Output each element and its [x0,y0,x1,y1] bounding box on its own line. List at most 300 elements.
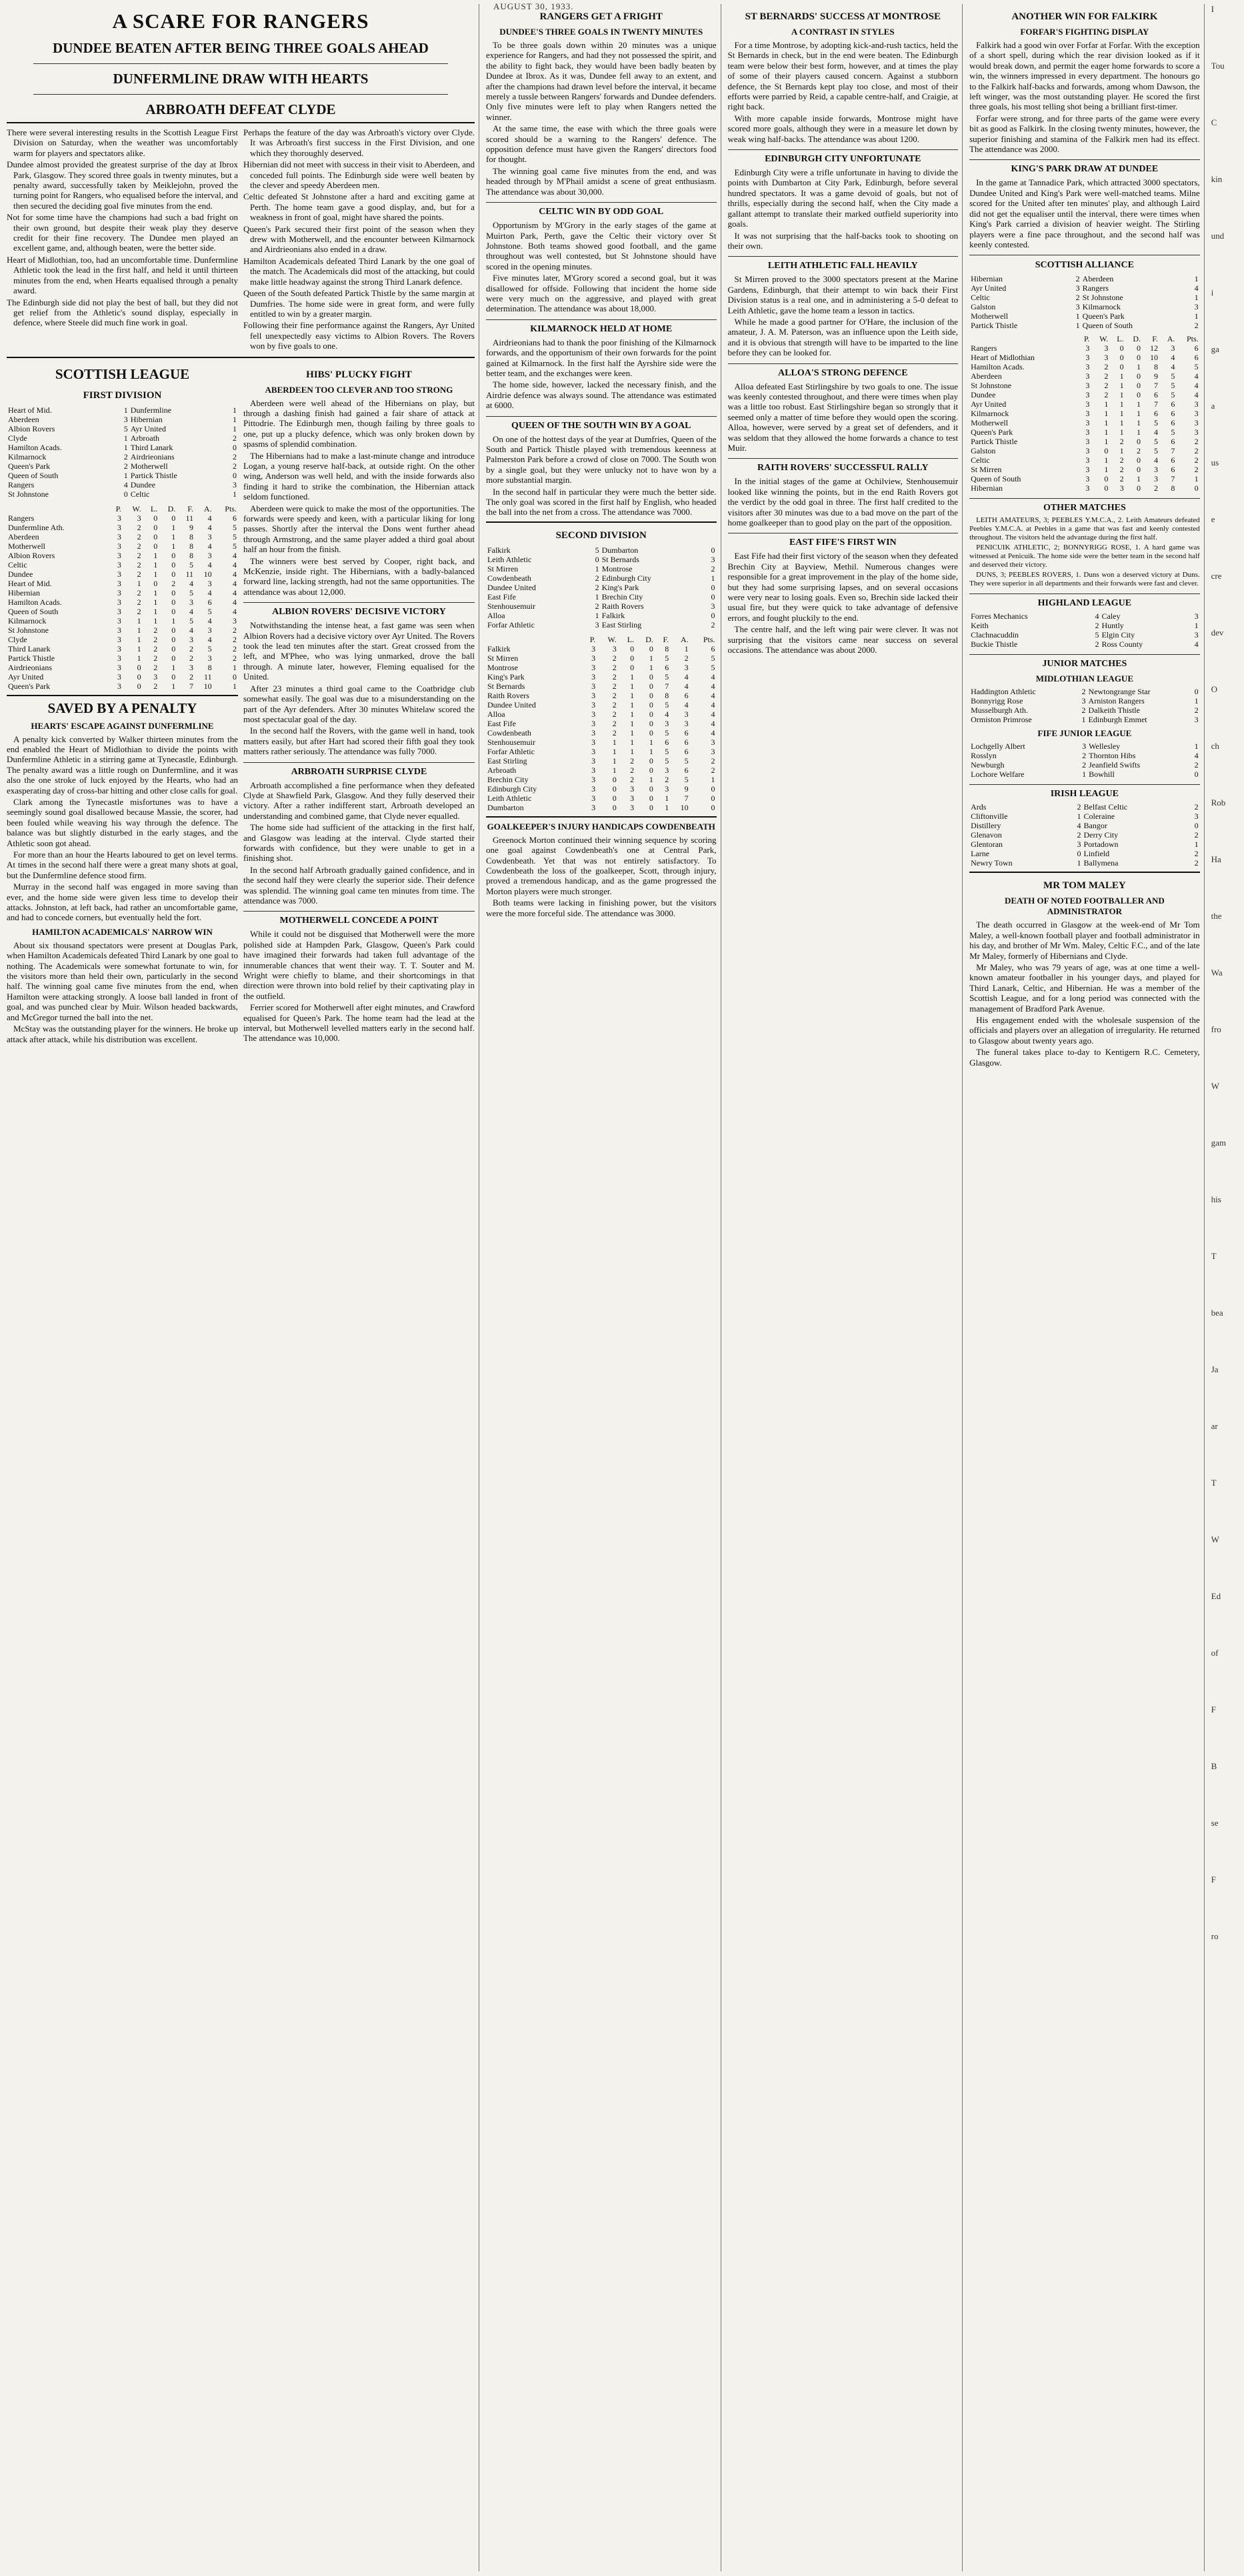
table-cell: 3 [117,550,121,560]
article-paragraph: Edinburgh City were a trifle unfortunate in having to divide the points with Dumbarton at City Park, Edinburgh, before several hundred spectators. It was a game devoid of goals, but not of thrills, especially during the second half, when the City made a gallant attempt to translate their marked outfield superiority into goals. [727,167,959,229]
table-cell: 3 [207,625,212,635]
table-row [7,532,238,541]
result-cell: Motherwell [130,461,168,471]
article-paragraph: Airdrieonians had to thank the poor finishing of the Kilmarnock forwards, and the opportunism of their own forwards for the point gained at Kilmarnock. In the first half the Ayrshire side were the better team, and the exchanges were keen. [485,337,717,378]
result-row [969,858,1200,868]
table-cell: 12 [1149,343,1158,353]
table-cell: 3 [591,672,596,682]
result-cell: 3 [1194,715,1199,725]
table-cell: 3 [591,746,596,756]
table-cell: 5 [684,756,689,766]
table-cell: 1 [171,615,176,625]
result-cell: Ayr United [130,423,166,433]
junior-matches-heading: JUNIOR MATCHES [969,654,1200,670]
table-cell: 1 [1119,390,1124,400]
result-row [7,471,238,480]
table-cell: 1 [612,746,617,756]
table-cell: 2 [1119,474,1124,484]
result-cell: St Johnstone [8,489,49,499]
table-cell: 4 [1153,427,1158,437]
table-cell: 7 [1171,446,1175,456]
result-cell: Newry Town [971,858,1013,868]
table-cell: 5 [1153,418,1158,428]
result-cell: Coleraine [1083,812,1115,822]
result-row [486,573,717,583]
result-cell: 2 [1194,802,1199,812]
article-paragraph: The death occurred in Glasgow at the week-end of Mr Tom Maley, a well-known football player and football administrator in his day, and brother of Mr Wm. Maley, Celtic F.C., and of the late Mr Maley, formerly of Hibernians and Clyde. [969,920,1200,961]
table-cell: 3 [1104,353,1109,363]
result-cell: 4 [1194,751,1199,761]
table-cell: 1 [1104,437,1109,447]
table-cell: 7 [1153,399,1158,409]
result-cell: 1 [1194,274,1199,284]
table-cell: Heart of Midlothian [971,353,1035,363]
result-cell: 4 [123,479,128,489]
result-cell: 3 [232,479,237,489]
table-cell: 3 [1194,409,1199,419]
table-cell: 1 [1137,418,1141,428]
table-cell: 4 [207,513,212,523]
article-paragraph: The winning goal came five minutes from the end, and was headed through by M'Phail amidst a scene of great enthusiasm. The attendance was about 30,000. [485,165,717,197]
table-cell: 2 [1194,455,1199,465]
table-header-cell [969,334,1077,343]
result-cell: 0 [711,591,715,601]
table-cell: 1 [1119,418,1124,428]
result-cell: 1 [232,414,237,424]
table-cell: 3 [207,531,212,541]
result-cell: 1 [123,433,128,443]
article-paragraph: East Fife had their first victory of the season when they defeated Brechin City at Bayview, Methil. Numerous changes were responsible for a great improvement in the play of the home side, but they had some surprising lapses, and on several occasions were very near to losing goals. Even so, Brechin side lacked their usual fire, but they were quick to take advantage of defensive errors, and fought pluckily to the end. [727,551,959,623]
table-header-cell: D. [167,503,176,513]
rangers-subheadline: DUNDEE'S THREE GOALS IN TWENTY MINUTES [499,27,703,37]
table-cell: Alloa [487,709,505,719]
table-cell: 5 [711,662,715,672]
table-cell: Queen's Park [8,681,51,691]
result-row [486,583,717,592]
clipped-text-fragment: cre [1211,571,1222,581]
goalkeeper-headline: GOALKEEPER'S INJURY HANDICAPS COWDENBEATH [487,821,715,832]
table-row [969,353,1200,362]
result-cell: Celtic [130,489,150,499]
result-cell: Clyde [8,433,27,443]
table-cell: 1 [649,737,653,747]
table-cell: 11 [185,569,194,579]
table-cell: 5 [232,541,237,551]
article-paragraph: St Mirren proved to the 3000 spectators present at the Marine Gardens, Edinburgh, that their attempt to win back their First Division status is a real one, and in administering a 5-0 defeat to Leith Athletic, gave the home team a lesson in tactics. [727,274,959,315]
table-cell: 3 [591,700,596,710]
table-header-cell: D. [1133,334,1141,344]
irish-results [969,802,1200,868]
table-cell: Cowdenbeath [487,728,531,738]
result-cell: 2 [1075,274,1080,284]
table-cell: 1 [171,531,176,541]
table-cell: 1 [232,681,237,691]
table-cell: 0 [649,756,653,766]
table-cell: 3 [189,634,194,644]
result-row [486,620,717,629]
table-cell: 2 [1104,371,1109,381]
result-cell: 0 [232,470,237,480]
table-cell: 4 [207,522,212,532]
table-row [7,569,238,579]
result-cell: 2 [1095,621,1099,631]
table-cell: 0 [171,625,176,635]
table-cell: Clyde [8,634,27,644]
result-cell: Derry City [1083,830,1119,840]
table-cell: 1 [630,728,635,738]
table-cell: 4 [711,728,715,738]
table-cell: 0 [171,559,176,569]
result-cell: Edinburgh City [601,573,651,583]
article-paragraph: To be three goals down within 20 minutes was a unique experience for Rangers, and had they not possessed the spirit, and the ability to fight back, they would have been badly beaten by Dundee at Ibrox. As it was, Dundee fell away to an extent, and after the champions had drawn level before the interval, it became merely a tussle between Rangers' forwards and Dundee defenders. Only five minutes were left to play when Rangers netted the winner. [485,40,717,122]
table-header-cell: A. [680,634,689,644]
table-cell: Heart of Mid. [8,578,52,588]
column-2 [243,362,475,1046]
result-cell: 2 [1082,760,1087,770]
result-cell: East Stirling [601,619,642,629]
table-cell: 4 [207,587,212,597]
midlothian-results [969,687,1200,724]
table-cell: 0 [612,793,617,803]
result-cell: 4 [1095,611,1099,621]
result-row [486,601,717,611]
table-cell: 6 [684,746,689,756]
article-paragraph: The winners were best served by Cooper, right back, and McKenzie, inside right. The Hibernians, with a badly-balanced forward line, lacking strength, had not the same opportunities. The attendance was about 12,000. [243,555,475,597]
table-cell: 8 [189,541,194,551]
table-cell: 1 [630,690,635,700]
result-cell: 1 [1194,696,1199,706]
table-cell: 2 [137,541,141,551]
table-cell: 3 [1085,390,1090,400]
result-cell: 1 [595,563,599,573]
table-cell: 1 [1137,427,1141,437]
table-cell: St Johnstone [971,381,1012,391]
result-cell: Lochgelly Albert [971,742,1025,752]
table-header-cell: Pts. [1186,334,1199,344]
result-cell: Montrose [601,563,633,573]
hamilton-headline: HAMILTON ACADEMICALS' NARROW WIN [32,926,213,937]
table-cell: 1 [1137,474,1141,484]
article-paragraph: After 23 minutes a third goal came to the Coatbridge club somewhat easily. The goal was due to a misunderstanding on the part of the Ayr defenders. After 30 minutes Whitelaw scored the most spectacular goal of the day. [243,683,475,724]
table-cell: 1 [630,718,635,728]
table-cell: Stenhousemuir [487,737,535,747]
result-cell: 2 [1095,639,1099,650]
result-row [7,415,238,424]
table-cell: Partick Thistle [8,653,55,663]
table-cell: 2 [711,765,715,775]
result-row [486,592,717,601]
maley-headline: MR TOM MALEY [1043,880,1126,892]
table-cell: 3 [232,615,237,625]
rangers-headline: RANGERS GET A FRIGHT [539,11,663,22]
table-cell: 4 [232,578,237,588]
intro-paragraph: Queen of the South defeated Partick Thistle by the same margin at Dumfries. The home side were in great form, and were fully entitled to win by a greater margin. [243,288,475,319]
intro-paragraph: Hibernian did not meet with success in their visit to Aberdeen, and conceded full points. The Edinburgh side were well beaten by the clever and speedy Aberdeen men. [243,159,475,191]
table-cell: 2 [1119,455,1124,465]
table-row [969,371,1200,381]
table-cell: St Johnstone [8,625,49,635]
table-cell: 2 [630,765,635,775]
table-cell: Hamilton Acads. [971,362,1025,372]
table-row [486,747,717,756]
table-cell: 3 [1194,427,1199,437]
result-row [969,696,1200,706]
table-cell: 0 [649,672,653,682]
table-cell: Dundee [971,390,996,400]
result-cell: Partick Thistle [971,321,1018,331]
table-cell: 2 [711,756,715,766]
table-cell: 4 [1194,381,1199,391]
result-row [969,311,1200,321]
result-cell: Ballymena [1083,858,1119,868]
penalty-headline: SAVED BY A PENALTY [47,700,197,716]
table-cell: 1 [137,625,141,635]
table-cell: Ayr United [8,672,44,682]
clipped-text-fragment: F [1211,1874,1216,1884]
table-row [7,663,238,672]
table-cell: 3 [591,690,596,700]
table-cell: 3 [591,774,596,784]
result-cell: Arniston Rangers [1088,696,1145,706]
result-row [969,770,1200,779]
table-cell: 2 [684,653,689,663]
table-cell: 3 [591,709,596,719]
table-cell: 1 [153,597,158,607]
table-cell: 0 [171,597,176,607]
page-date: AUGUST 30, 1933. [493,1,574,11]
table-cell: 1 [137,578,141,588]
table-row [969,343,1200,353]
result-cell: 2 [1194,858,1199,868]
table-cell: 0 [1119,353,1124,363]
table-cell: 2 [1194,465,1199,475]
result-cell: 2 [1082,751,1087,761]
table-cell: 1 [649,774,653,784]
result-cell: 1 [123,442,128,452]
result-cell: Rangers [1082,283,1109,293]
table-cell: 3 [1153,465,1158,475]
table-cell: 7 [1153,381,1158,391]
result-cell: Galston [971,302,996,312]
table-cell: 3 [117,522,121,532]
table-cell: 2 [137,606,141,616]
result-cell: 2 [1194,830,1199,840]
motherwell-headline: MOTHERWELL CONCEDE A POINT [243,911,475,926]
table-cell: 0 [630,662,635,672]
table-cell: 3 [630,793,635,803]
table-cell: 1 [1119,427,1124,437]
clipped-text-fragment: W [1211,1534,1219,1544]
table-cell: 0 [649,793,653,803]
table-cell: 0 [649,765,653,775]
table-cell: 6 [1194,343,1199,353]
result-cell: Stenhousemuir [487,601,535,611]
result-cell: Linfield [1083,849,1110,859]
table-cell: 5 [1171,390,1175,400]
clipped-text-fragment: T [1211,1478,1217,1488]
table-cell: 3 [153,672,158,682]
table-cell: 0 [171,513,176,523]
result-cell: Kilmarnock [1082,302,1121,312]
result-cell: Ards [971,802,987,812]
table-cell: 3 [137,513,141,523]
table-header-cell: D. [645,634,653,644]
stbernards-subheadline: A CONTRAST IN STYLES [791,27,895,37]
table-cell: 1 [1137,409,1141,419]
table-cell: 3 [665,765,669,775]
result-cell: 1 [1194,840,1199,850]
table-cell: 6 [207,597,212,607]
result-row [969,611,1200,621]
clipped-text-fragment: us [1211,457,1219,467]
table-cell: 2 [137,597,141,607]
table-cell: 8 [1171,483,1175,493]
table-cell: 6 [1153,390,1158,400]
table-cell: 3 [1194,418,1199,428]
result-row [969,706,1200,715]
table-cell: Hibernian [8,587,40,597]
result-cell: 0 [1194,687,1199,697]
table-cell: 5 [1171,371,1175,381]
result-cell: 2 [595,582,599,592]
clipped-text-fragment: a [1211,401,1215,411]
table-cell: 3 [630,784,635,794]
table-row [969,390,1200,399]
table-cell: 6 [684,728,689,738]
table-cell: 3 [1085,381,1090,391]
article-paragraph: Greenock Morton continued their winning sequence by scoring one goal against Cowdenbeath's one at Central Park, Cowdenbeath. Yet that was not entirely satisfactory. To Cowdenbeath the loss of the goalkeeper, Scott, through injury, proved a tremendous handicap, and as the game progressed the Morton players were much stronger. [485,834,717,896]
table-cell: 3 [117,587,121,597]
albion-headline: ALBION ROVERS' DECISIVE VICTORY [243,602,475,617]
table-cell: 0 [171,606,176,616]
table-cell: 1 [1119,446,1124,456]
table-cell: 0 [1137,455,1141,465]
table-cell: 0 [1137,465,1141,475]
table-cell: 0 [153,513,158,523]
table-cell: 0 [649,802,653,812]
intro-right [243,127,475,353]
table-cell: 4 [189,606,194,616]
result-cell: 4 [1194,283,1199,293]
table-cell: 6 [665,737,669,747]
table-cell: 1 [630,700,635,710]
result-cell: 0 [1194,770,1199,780]
result-cell: Queen's Park [8,461,51,471]
table-cell: 2 [612,700,617,710]
table-cell: 0 [612,774,617,784]
table-row [7,607,238,616]
clipped-column-6 [1211,4,1237,2571]
table-cell: 0 [1104,446,1109,456]
table-cell: 4 [684,700,689,710]
table-cell: 0 [153,531,158,541]
table-cell: 8 [665,690,669,700]
table-cell: 4 [711,681,715,691]
table-cell: East Stirling [487,756,527,766]
table-cell: Aberdeen [971,371,1002,381]
result-cell: King's Park [601,582,639,592]
result-cell: Clachnacuddin [971,630,1019,640]
table-cell: 5 [1194,362,1199,372]
fife-results [969,742,1200,779]
table-cell: 2 [153,643,158,654]
result-cell: Dundee [130,479,156,489]
table-cell: 1 [649,746,653,756]
table-cell: Dumbarton [487,802,524,812]
table-cell: 5 [1171,427,1175,437]
result-row [7,461,238,471]
table-cell: 1 [1194,474,1199,484]
result-cell: 2 [1077,802,1081,812]
table-cell: 0 [153,578,158,588]
raith-headline: RAITH ROVERS' SUCCESSFUL RALLY [728,458,959,473]
highland-results [969,611,1200,649]
table-cell: 1 [153,615,158,625]
result-cell: Queen of South [8,470,59,480]
article-paragraph: For more than an hour the Hearts laboured to get on level terms. At times in the second half there were a great many shots at goal, but the Dunfermline defence stood firm. [7,850,238,880]
result-cell: Buckie Thistle [971,639,1018,650]
table-cell: 2 [612,681,617,691]
article-paragraph: Aberdeen were quick to make the most of the opportunities. The forwards were speedy and keen, with a particular liking for long passes. Shortly after the interval the Dons went further ahead through Armstrong, and the same player added a third goal about half an hour from the finish. [243,503,475,555]
result-cell: 0 [595,554,599,564]
result-cell: Airdrieonians [130,451,175,461]
result-cell: Aberdeen [1082,274,1114,284]
article-paragraph: Both teams were lacking in finishing power, but the visitors were the more forceful side. The attendance was 3000. [485,898,717,918]
table-cell: 6 [1194,353,1199,363]
table-row [7,616,238,625]
table-cell: 0 [649,690,653,700]
result-row [969,687,1200,696]
table-header-cell: Pts. [703,634,715,644]
table-cell: 0 [649,784,653,794]
table-row [486,719,717,728]
result-cell: Falkirk [487,545,511,555]
midlothian-heading: MIDLOTHIAN LEAGUE [1035,674,1133,684]
table-cell: 0 [1119,343,1124,353]
result-cell: 3 [711,601,715,611]
table-header-cell [7,504,109,513]
table-row [486,644,717,654]
table-cell: 2 [232,625,237,635]
result-cell: 1 [1081,715,1086,725]
table-cell: 3 [117,634,121,644]
table-cell: 3 [684,718,689,728]
clipped-text-fragment: bea [1211,1308,1223,1318]
table-cell: 2 [189,672,194,682]
result-cell: Leith Athletic [487,554,532,564]
table-cell: 1 [137,643,141,654]
table-cell: 2 [630,774,635,784]
table-cell: 11 [185,513,194,523]
table-cell: 1 [171,522,176,532]
table-cell: 1 [612,765,617,775]
table-cell: 2 [1153,483,1158,493]
table-cell: 3 [591,802,596,812]
column-5 [969,4,1205,2571]
table-cell: 1 [649,662,653,672]
table-cell: 0 [1137,371,1141,381]
table-cell: 3 [117,606,121,616]
result-cell: St Mirren [487,563,519,573]
table-cell: 1 [1104,409,1109,419]
table-cell: 2 [232,634,237,644]
table-cell: 4 [711,700,715,710]
table-cell: 3 [1085,371,1090,381]
table-header-cell: L. [627,634,635,644]
table-cell: 4 [711,690,715,700]
table-cell: 2 [232,643,237,654]
table-cell: 4 [665,709,669,719]
